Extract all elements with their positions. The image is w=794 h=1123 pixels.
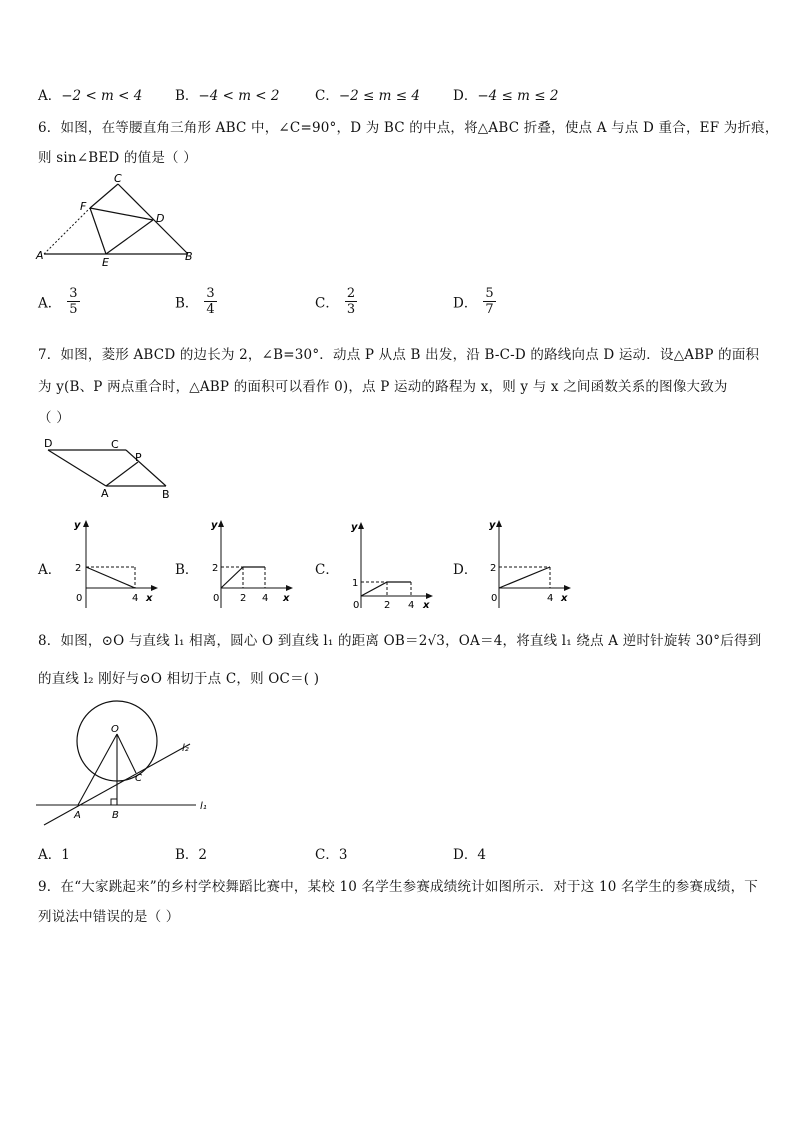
q8-label-c: C (135, 773, 142, 784)
q8-option-a: A．1 (38, 847, 70, 863)
svg-text:2: 2 (75, 563, 82, 574)
svg-text:4: 4 (262, 593, 269, 604)
q7-label-a: A (101, 487, 109, 500)
q6-label-f: F (80, 200, 87, 213)
svg-text:2: 2 (490, 563, 497, 574)
q8-label-l2: l₂ (182, 743, 189, 754)
svg-text:x: x (146, 593, 153, 604)
q5-option-c: C．−2 ≤ m ≤ 4 (315, 88, 420, 104)
svg-text:y: y (351, 522, 358, 533)
svg-text:y: y (74, 520, 81, 531)
q7-label-c: C (111, 438, 119, 451)
q9-text-line1: 9．在“大家跳起来”的乡村学校舞蹈比赛中，某校 10 名学生参赛成绩统计如图所示．对于这 10 名学生的参赛成绩，下 (38, 879, 759, 895)
svg-text:0: 0 (213, 593, 220, 604)
q7-option-c-label: C． (315, 562, 339, 578)
q8-text-line1: 8．如图，⊙O 与直线 l₁ 相离，圆心 O 到直线 l₁ 的距离 OB＝2√3，OA＝4，将直线 l₁ 绕点 A 逆时针旋转 30°后得到 (38, 633, 762, 649)
q7-graph-c (343, 516, 443, 612)
svg-text:0: 0 (491, 593, 498, 604)
q9-text-line2: 列说法中错误的是（ ） (38, 909, 180, 925)
q8-option-b: B．2 (175, 847, 208, 863)
q8-option-c: C．3 (315, 847, 348, 863)
q7-text-line1: 7．如图，菱形 ABCD 的边长为 2，∠B=30°．动点 P 从点 B 出发，沿 B-C-D 的路线向点 D 运动．设△ABP 的面积 (38, 347, 760, 363)
q7-label-b: B (162, 488, 170, 500)
q8-label-l1: l₁ (200, 801, 207, 812)
q7-graph-a (66, 516, 166, 612)
q6-text-line1: 6．如图，在等腰直角三角形 ABC 中，∠C=90°，D 为 BC 的中点，将△ABC 折叠，使点 A 与点 D 重合，EF 为折痕， (38, 120, 779, 136)
q8-label-o: O (111, 724, 119, 735)
svg-text:2: 2 (384, 600, 391, 611)
q8-circle-figure (36, 694, 226, 830)
svg-text:x: x (283, 593, 290, 604)
svg-text:4: 4 (408, 600, 415, 611)
svg-text:1: 1 (352, 578, 359, 589)
q6-label-b: B (185, 250, 193, 263)
svg-text:x: x (561, 593, 568, 604)
svg-text:2: 2 (212, 563, 219, 574)
q6-option-d: D． $\frac{5}{7}$ (453, 286, 494, 317)
q6-label-a: A (36, 249, 44, 262)
q7-text-line3: （ ） (38, 410, 70, 426)
q6-label-c: C (114, 172, 122, 185)
q8-label-b: B (112, 810, 119, 821)
q6-triangle-figure (30, 172, 200, 268)
q7-option-a-label: A． (38, 562, 62, 578)
q5-option-b: B．−4 < m < 2 (175, 88, 280, 104)
q6-option-a: A． $\frac{3}{5}$ (38, 286, 78, 317)
q8-text-line2: 的直线 l₂ 刚好与⊙O 相切于点 C，则 OC＝( ) (38, 671, 320, 687)
q5-option-d: D．−4 ≤ m ≤ 2 (453, 88, 559, 104)
q6-option-c: C． $\frac{2}{3}$ (315, 286, 356, 317)
q5-option-a: A．−2 < m < 4 (38, 88, 143, 104)
q6-option-b: B． $\frac{3}{4}$ (175, 286, 215, 317)
q7-text-line2: 为 y(B、P 两点重合时，△ABP 的面积可以看作 0)，点 P 运动的路程为 x，则 y 与 x 之间函数关系的图像大致为 (38, 379, 728, 395)
q6-text-line2: 则 sin∠BED 的值是（ ） (38, 150, 197, 166)
q6-label-d: D (156, 212, 165, 225)
q6-label-e: E (102, 256, 109, 268)
svg-text:2: 2 (240, 593, 247, 604)
svg-text:0: 0 (76, 593, 83, 604)
svg-text:0: 0 (353, 600, 360, 611)
q7-label-d: D (44, 437, 53, 450)
svg-text:x: x (423, 600, 430, 611)
q7-label-p: P (135, 451, 142, 464)
svg-text:y: y (211, 520, 218, 531)
q7-graph-d (481, 516, 581, 612)
q7-option-d-label: D． (453, 562, 478, 578)
svg-text:4: 4 (547, 593, 554, 604)
q8-option-d: D．4 (453, 847, 486, 863)
svg-text:y: y (489, 520, 496, 531)
q7-rhombus-figure (38, 436, 178, 500)
svg-text:4: 4 (132, 593, 139, 604)
q7-option-b-label: B． (175, 562, 199, 578)
q8-label-a: A (74, 810, 81, 821)
q7-graph-b (203, 516, 303, 612)
